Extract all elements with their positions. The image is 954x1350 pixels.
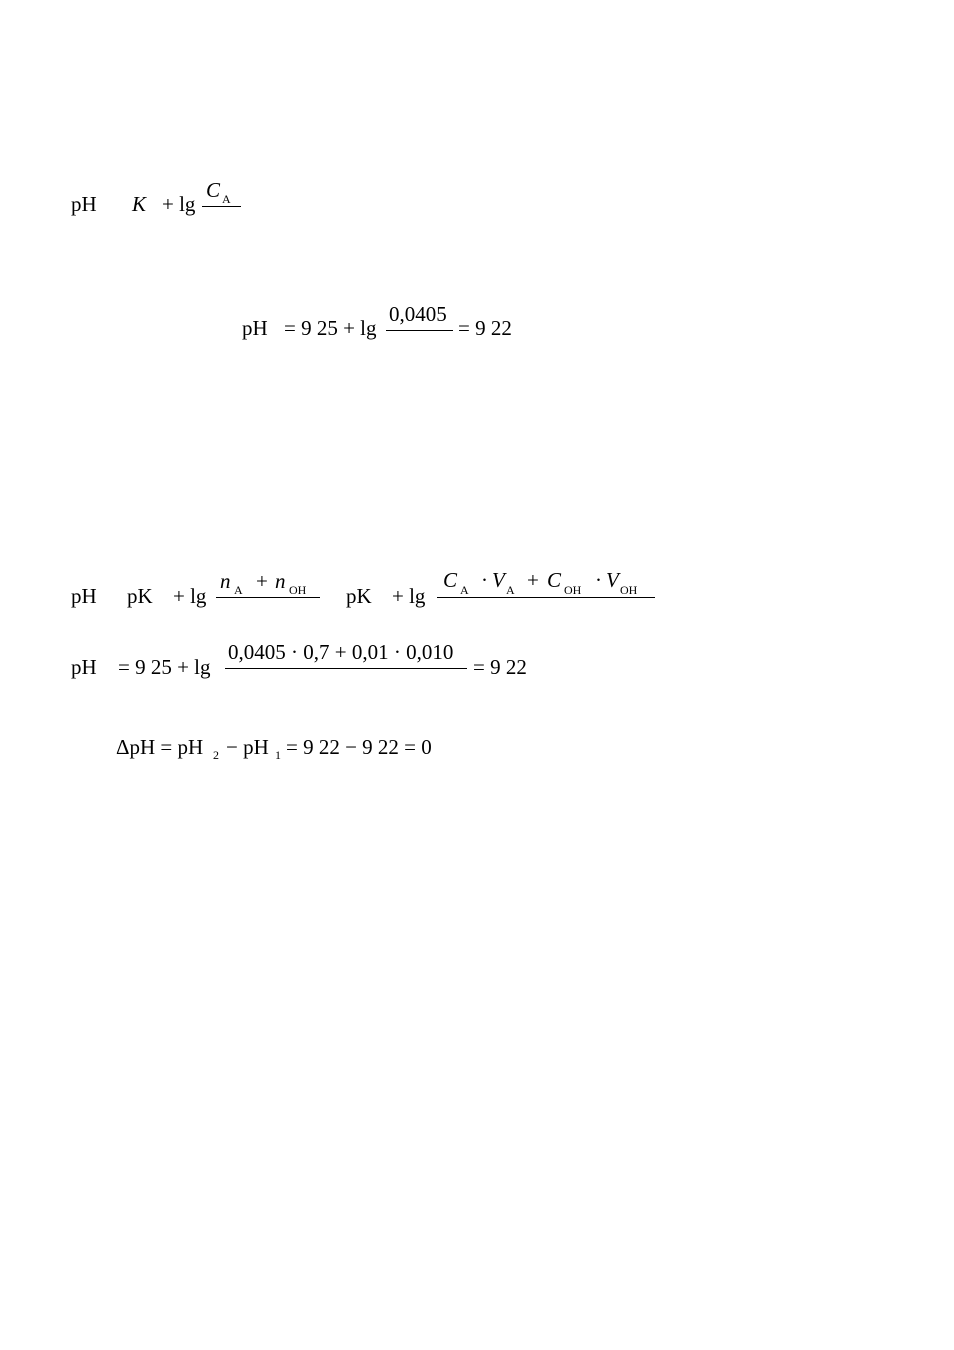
eq3-pk-2: pK — [346, 584, 372, 608]
eq5-minus: − pH — [226, 735, 269, 759]
eq3-n-plus: + — [256, 569, 268, 593]
eq4-numerator: 0,0405 · 0,7 + 0,01 · 0,010 — [228, 640, 454, 664]
eq3-fraction-bar-2 — [437, 597, 655, 598]
eq2-lhs: pH — [242, 316, 268, 340]
eq4-value: = 9 25 + lg — [118, 655, 211, 679]
eq2-numerator: 0,0405 — [389, 302, 447, 326]
eq3-c-plus: + — [527, 568, 539, 592]
eq5-sub-1: 1 — [275, 748, 281, 762]
eq3-v-1-sub: A — [506, 583, 515, 597]
eq1-numerator-c: C — [206, 178, 221, 202]
eq1-lhs: pH — [71, 192, 97, 216]
eq2-value: = 9 25 + lg — [284, 316, 377, 340]
eq5-rest: = 9 22 − 9 22 = 0 — [286, 735, 432, 759]
eq4-fraction-bar — [225, 668, 467, 669]
eq3-c-2: C — [547, 568, 562, 592]
eq3-n-1-sub: A — [234, 583, 243, 597]
eq3-n-2-sub: OH — [289, 583, 307, 597]
eq1-plus-lg: + lg — [162, 192, 196, 216]
eq3-c-1: C — [443, 568, 458, 592]
eq4-result: = 9 22 — [473, 655, 527, 679]
eq3-n-1: n — [220, 569, 231, 593]
eq3-dot-2: · — [595, 568, 602, 592]
eq3-n-2: n — [275, 569, 286, 593]
eq3-fraction-bar-1 — [216, 597, 320, 598]
eq3-plus-lg-1: + lg — [173, 584, 207, 608]
eq3-pk-1: pK — [127, 584, 153, 608]
eq4-lhs: pH — [71, 655, 97, 679]
eq5-sub-2: 2 — [213, 748, 219, 762]
eq3-c-2-sub: OH — [564, 583, 582, 597]
eq2-result: = 9 22 — [458, 316, 512, 340]
eq1-numerator-sub: A — [222, 192, 231, 206]
eq1-fraction-bar — [202, 206, 241, 207]
eq3-dot-1: · — [481, 568, 488, 592]
eq3-c-1-sub: A — [460, 583, 469, 597]
eq3-lhs: pH — [71, 584, 97, 608]
eq3-plus-lg-2: + lg — [392, 584, 426, 608]
eq3-v-2: V — [606, 568, 619, 592]
eq1-k: K — [132, 192, 147, 216]
eq3-v-2-sub: OH — [620, 583, 638, 597]
eq2-fraction-bar — [386, 330, 453, 331]
eq3-v-1: V — [492, 568, 505, 592]
eq5-delta: ΔpH = pH — [116, 735, 204, 759]
